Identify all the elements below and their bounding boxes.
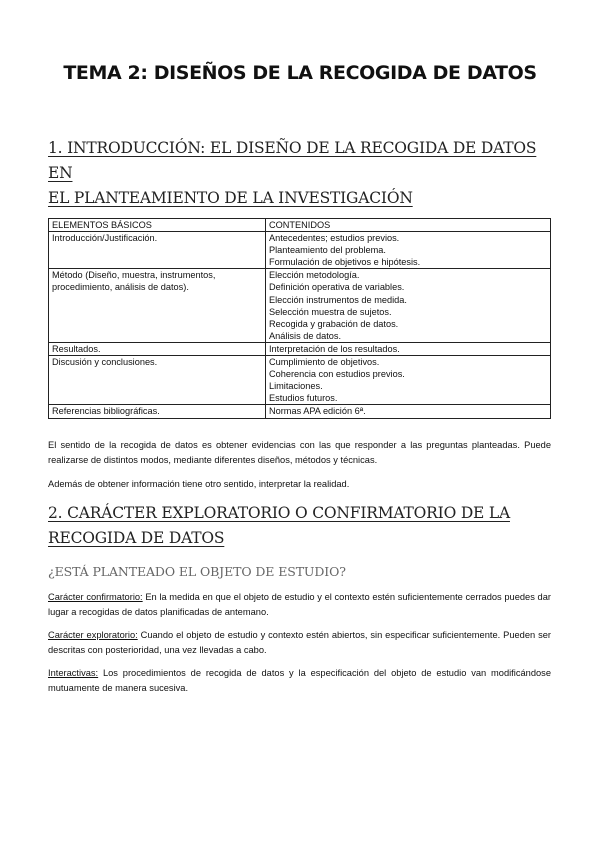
table-row	[49, 232, 551, 269]
elements-table	[48, 218, 551, 419]
table-header-row	[49, 219, 551, 232]
table-row	[49, 356, 551, 405]
table-cell-line: Normas APA edición 6ª.	[269, 406, 366, 417]
table-cell-line: Formulación de objetivos e hipótesis.	[269, 257, 421, 268]
table-cell-line: Discusión y conclusiones.	[52, 357, 158, 368]
table-cell-line: Planteamiento del problema.	[269, 245, 386, 256]
table-cell-line: Definición operativa de variables.	[269, 282, 405, 293]
paragraph-interactive	[48, 666, 551, 696]
table-cell-line: Interpretación de los resultados.	[269, 343, 400, 354]
table-cell-contents	[266, 269, 551, 343]
table-cell-line: Elección instrumentos de medida.	[269, 294, 407, 305]
table-cell-contents	[266, 342, 551, 355]
paragraph-exploratory	[48, 628, 551, 658]
paragraph-interpretation: Además de obtener información tiene otro sentido, interpretar la realidad.	[48, 479, 350, 489]
table-cell-element	[49, 232, 266, 269]
table-cell-line: Método (Diseño, muestra, instrumentos,	[52, 270, 216, 281]
table-cell-contents	[266, 356, 551, 405]
term-label: Carácter confirmatorio:	[48, 592, 143, 602]
term-label: Carácter exploratorio:	[48, 630, 138, 640]
term-description: Cuando el objeto de estudio y contexto estén abiertos, sin especificar suficientemente. Pueden ser descritas con posterioridad, una vez llevadas a cabo.	[48, 630, 551, 655]
table-cell-element	[49, 405, 266, 418]
table-cell-line: Selección muestra de sujetos.	[269, 306, 392, 317]
table-cell-line: Coherencia con estudios previos.	[269, 369, 405, 380]
table-cell-line: Antecedentes; estudios previos.	[269, 233, 400, 244]
table-header-elements: ELEMENTOS BÁSICOS	[49, 219, 266, 232]
table-cell-line: Resultados.	[52, 343, 101, 354]
paragraph-confirmatory	[48, 590, 551, 620]
table-cell-line: Estudios futuros.	[269, 393, 338, 404]
table-cell-line: Referencias bibliográficas.	[52, 406, 160, 417]
table-cell-line: Introducción/Justificación.	[52, 233, 158, 244]
section-2-subheading: ¿ESTÁ PLANTEADO EL OBJETO DE ESTUDIO?	[48, 564, 346, 579]
table-cell-line: Elección metodología.	[269, 270, 360, 281]
section-1-heading-line-1: 1. INTRODUCCIÓN: EL DISEÑO DE LA RECOGIDA DE DATOS EN	[48, 139, 537, 182]
section-2-heading-line-2: RECOGIDA DE DATOS	[48, 529, 225, 547]
page-title: TEMA 2: DISEÑOS DE LA RECOGIDA DE DATOS	[63, 62, 537, 84]
table-row	[49, 269, 551, 343]
table-cell-element	[49, 342, 266, 355]
table-cell-contents	[266, 232, 551, 269]
table-cell-line: Cumplimiento de objetivos.	[269, 357, 380, 368]
term-description: En la medida en que el objeto de estudio y el contexto estén suficientemente cerrados puedes dar lugar a recogidas de datos planificadas de antemano.	[48, 592, 551, 617]
section-1-heading-line-2: EL PLANTEAMIENTO DE LA INVESTIGACIÓN	[48, 189, 413, 207]
table-cell-contents	[266, 405, 551, 418]
term-description: Los procedimientos de recogida de datos y la especificación del objeto de estudio van modificándose mutuamente de manera sucesiva.	[48, 668, 551, 693]
table-cell-element	[49, 269, 266, 343]
section-2-heading-line-1: 2. CARÁCTER EXPLORATORIO O CONFIRMATORIO DE LA	[48, 504, 510, 522]
table-header-contents: CONTENIDOS	[266, 219, 551, 232]
table-row	[49, 405, 551, 418]
table-cell-line: Recogida y grabación de datos.	[269, 318, 399, 329]
table-row	[49, 342, 551, 355]
section-2-heading	[48, 501, 558, 551]
section-1-heading	[48, 136, 558, 211]
table-cell-element	[49, 356, 266, 405]
paragraph-purpose: El sentido de la recogida de datos es obtener evidencias con las que responder a las preguntas planteadas. Puede realizarse de distintos modos, mediante diferentes diseños, métodos y técnicas.	[48, 440, 551, 465]
table-cell-line: Limitaciones.	[269, 381, 323, 392]
term-label: Interactivas:	[48, 668, 99, 678]
table-cell-line: Análisis de datos.	[269, 330, 342, 341]
table-cell-line: procedimiento, análisis de datos).	[52, 282, 189, 293]
